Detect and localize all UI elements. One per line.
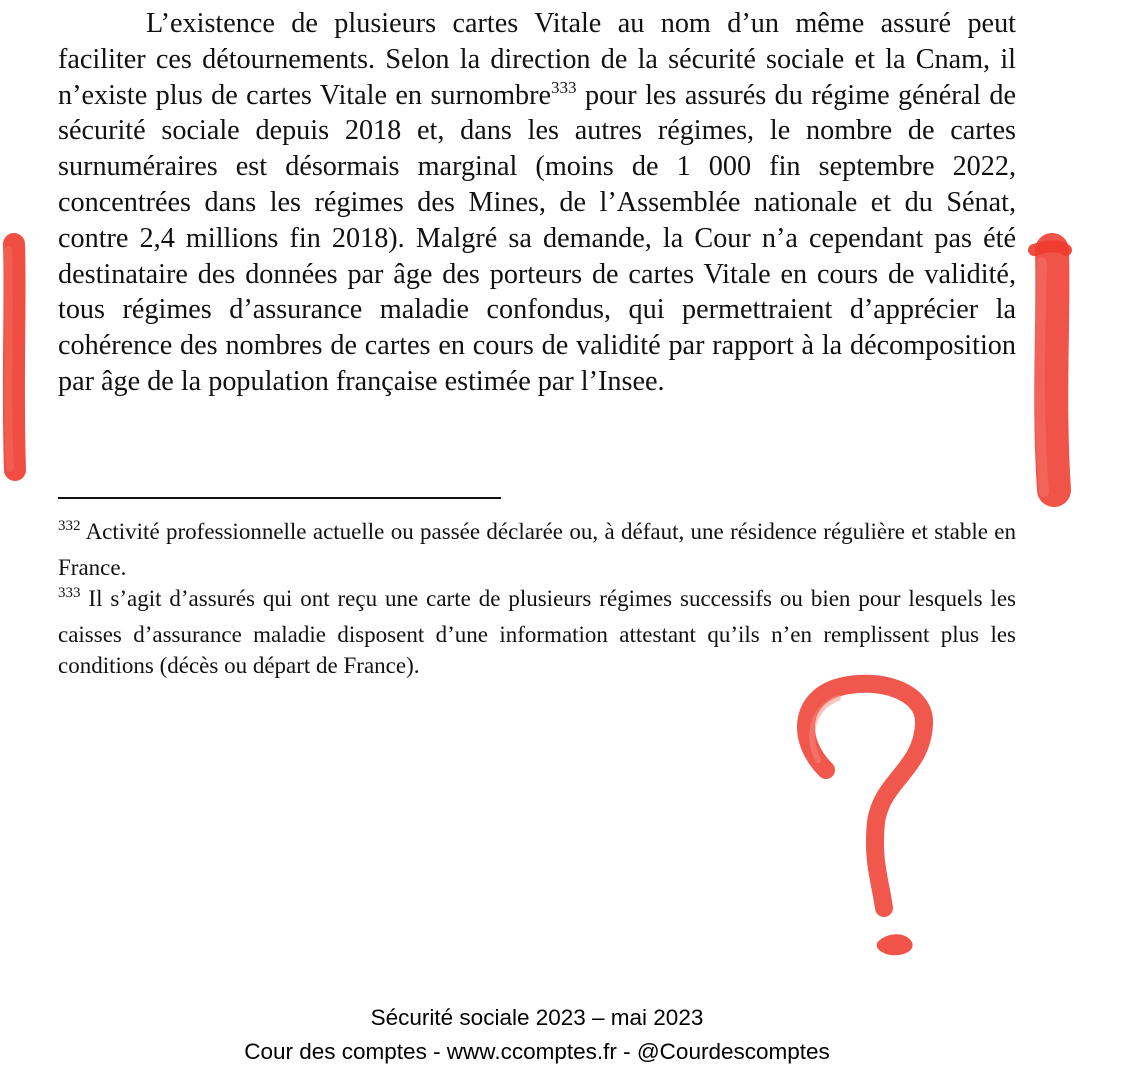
footnote-separator xyxy=(58,497,501,499)
right-margin-bar-icon xyxy=(1034,246,1066,492)
question-mark-icon xyxy=(806,684,924,955)
footnote-reference-333: 333 xyxy=(551,77,577,97)
paragraph-text-after-ref: pour les assurés du régime général de sécurité sociale depuis 2018 et, dans les autres régimes, le nombre de cartes surnuméraires est désormais marginal (moins de 1 000 fin septembre 2022, concentrées dans les régimes des Mines, de l’Assemblée nationale et du Sénat, contre 2,4 millions fin 2018). Malgré sa demande, la Cour n’a cependant pas été destinataire des données par âge des porteurs de cartes Vitale en cours de validité, tous régimes d’assurance maladie confondus, qui permettraient d’apprécier la cohérence des nombres de cartes en cours de validité par rapport à la décomposition par âge de la population française estimée par l’Insee. xyxy=(58,79,1016,397)
footnote-text: Activité professionnelle actuelle ou passée déclarée ou, à défaut, une résidence régulière et stable en France. xyxy=(58,519,1016,580)
left-margin-bar-icon xyxy=(8,244,15,470)
footnote-number: 332 xyxy=(58,518,81,534)
footnote-number: 333 xyxy=(58,585,81,601)
footnote-text: Il s’agit d’assurés qui ont reçu une carte de plusieurs régimes successifs ou bien pour lesquels les caisses d’assurance maladie disposent d’une information attestant qu’ils n’en remplissent plus les conditions (décès ou départ de France). xyxy=(58,586,1016,678)
footnotes xyxy=(58,516,1016,682)
footer-report-title: Sécurité sociale 2023 – mai 2023 xyxy=(370,1005,704,1030)
paragraph-text-before-ref: L’existence de plusieurs cartes Vitale au nom d’un même assuré peut faciliter ces détournements. Selon la direction de la sécurité sociale et la Cnam, il n’existe plus de cartes Vitale en surnombre xyxy=(58,8,1016,111)
footnote-332 xyxy=(58,516,1016,583)
footer-publisher: Cour des comptes - www.ccomptes.fr - @Courdescomptes xyxy=(244,1039,830,1064)
footnote-333 xyxy=(58,583,1016,682)
body-paragraph xyxy=(58,6,1016,400)
